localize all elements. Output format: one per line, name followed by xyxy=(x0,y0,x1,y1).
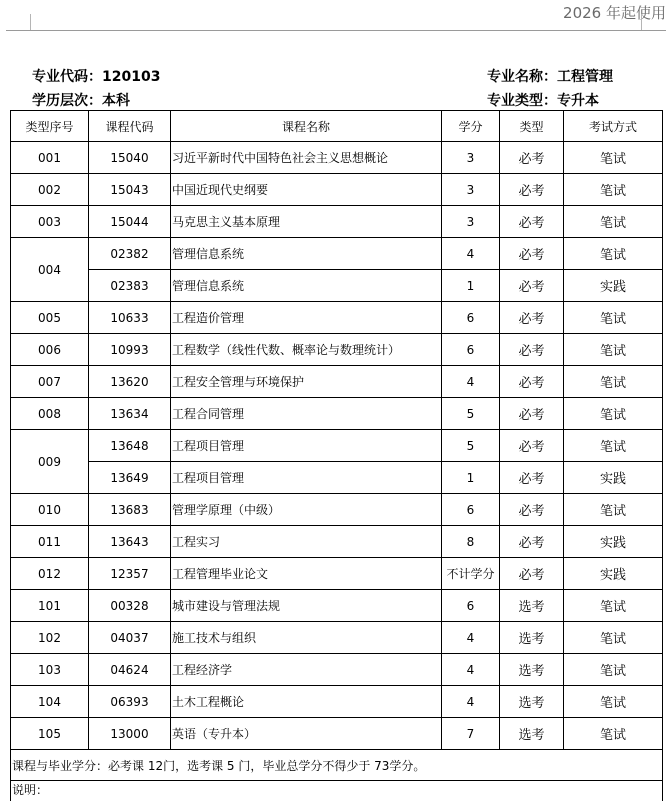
table-row xyxy=(11,654,663,686)
row-type: 必考 xyxy=(500,558,564,590)
row-exam: 笔试 xyxy=(564,398,663,430)
table-row xyxy=(11,398,663,430)
row-name: 管理信息系统 xyxy=(171,270,442,302)
row-credit: 8 xyxy=(442,526,500,558)
row-type: 选考 xyxy=(500,654,564,686)
header-name: 课程名称 xyxy=(171,111,442,142)
row-exam: 笔试 xyxy=(564,590,663,622)
table-row xyxy=(11,174,663,206)
row-exam: 实践 xyxy=(564,462,663,494)
table-row xyxy=(11,142,663,174)
table-row xyxy=(11,494,663,526)
row-exam: 笔试 xyxy=(564,686,663,718)
row-type: 必考 xyxy=(500,238,564,270)
row-name: 土木工程概论 xyxy=(171,686,442,718)
row-name: 工程合同管理 xyxy=(171,398,442,430)
row-type: 选考 xyxy=(500,686,564,718)
row-code: 10633 xyxy=(89,302,171,334)
table-row xyxy=(11,558,663,590)
course-table xyxy=(10,110,663,801)
row-credit: 3 xyxy=(442,142,500,174)
row-credit: 1 xyxy=(442,462,500,494)
table-row xyxy=(11,718,663,750)
row-type: 必考 xyxy=(500,398,564,430)
row-type: 必考 xyxy=(500,494,564,526)
row-exam: 笔试 xyxy=(564,142,663,174)
row-type: 必考 xyxy=(500,430,564,462)
table-row xyxy=(11,238,663,270)
row-seq: 003 xyxy=(11,206,89,238)
row-name: 英语（专升本） xyxy=(171,718,442,750)
major-type: 专业类型：专升本 xyxy=(487,90,599,110)
major-code: 专业代码：120103 xyxy=(32,66,160,86)
table-row xyxy=(11,270,663,302)
summary-row xyxy=(11,750,663,781)
row-type: 选考 xyxy=(500,622,564,654)
row-code: 00328 xyxy=(89,590,171,622)
header-code: 课程代码 xyxy=(89,111,171,142)
row-name: 工程项目管理 xyxy=(171,430,442,462)
row-seq: 001 xyxy=(11,142,89,174)
row-seq: 011 xyxy=(11,526,89,558)
page-corner-mark-right xyxy=(633,14,642,31)
row-seq: 101 xyxy=(11,590,89,622)
table-row xyxy=(11,206,663,238)
row-seq: 005 xyxy=(11,302,89,334)
row-exam: 实践 xyxy=(564,558,663,590)
row-code: 15040 xyxy=(89,142,171,174)
row-type: 必考 xyxy=(500,206,564,238)
row-seq: 012 xyxy=(11,558,89,590)
table-row xyxy=(11,462,663,494)
row-seq: 002 xyxy=(11,174,89,206)
row-code: 13683 xyxy=(89,494,171,526)
row-credit: 6 xyxy=(442,302,500,334)
row-exam: 笔试 xyxy=(564,302,663,334)
note-row xyxy=(11,781,663,801)
row-name: 工程实习 xyxy=(171,526,442,558)
table-row xyxy=(11,526,663,558)
row-name: 管理学原理（中级） xyxy=(171,494,442,526)
row-credit: 4 xyxy=(442,654,500,686)
row-credit: 不计学分 xyxy=(442,558,500,590)
row-name: 习近平新时代中国特色社会主义思想概论 xyxy=(171,142,442,174)
row-credit: 5 xyxy=(442,398,500,430)
row-exam: 笔试 xyxy=(564,430,663,462)
row-seq: 009 xyxy=(11,430,89,494)
credit-summary: 课程与毕业学分：必考课 12门，选考课 5 门，毕业总学分不得少于 73学分。 xyxy=(11,750,663,781)
row-type: 必考 xyxy=(500,270,564,302)
row-code: 15044 xyxy=(89,206,171,238)
row-seq: 105 xyxy=(11,718,89,750)
row-name: 工程数学（线性代数、概率论与数理统计） xyxy=(171,334,442,366)
header-divider xyxy=(6,30,666,31)
row-seq: 007 xyxy=(11,366,89,398)
header-exam: 考试方式 xyxy=(564,111,663,142)
row-name: 工程造价管理 xyxy=(171,302,442,334)
row-seq: 006 xyxy=(11,334,89,366)
row-code: 13634 xyxy=(89,398,171,430)
row-type: 选考 xyxy=(500,590,564,622)
row-type: 必考 xyxy=(500,526,564,558)
row-exam: 笔试 xyxy=(564,622,663,654)
row-exam: 笔试 xyxy=(564,174,663,206)
row-type: 必考 xyxy=(500,142,564,174)
row-seq: 102 xyxy=(11,622,89,654)
row-code: 06393 xyxy=(89,686,171,718)
usage-year-note: 2026 年起使用 xyxy=(563,2,666,23)
row-code: 13000 xyxy=(89,718,171,750)
row-type: 必考 xyxy=(500,302,564,334)
table-row xyxy=(11,334,663,366)
table-row xyxy=(11,686,663,718)
row-credit: 6 xyxy=(442,334,500,366)
row-credit: 4 xyxy=(442,622,500,654)
row-code: 02382 xyxy=(89,238,171,270)
row-code: 13648 xyxy=(89,430,171,462)
row-type: 必考 xyxy=(500,334,564,366)
row-credit: 4 xyxy=(442,686,500,718)
row-seq: 008 xyxy=(11,398,89,430)
row-credit: 4 xyxy=(442,238,500,270)
row-code: 02383 xyxy=(89,270,171,302)
row-name: 工程管理毕业论文 xyxy=(171,558,442,590)
row-name: 工程安全管理与环境保护 xyxy=(171,366,442,398)
education-level: 学历层次：本科 xyxy=(32,90,130,110)
row-code: 04037 xyxy=(89,622,171,654)
row-code: 13620 xyxy=(89,366,171,398)
row-seq: 103 xyxy=(11,654,89,686)
row-seq: 010 xyxy=(11,494,89,526)
table-row xyxy=(11,302,663,334)
row-credit: 4 xyxy=(442,366,500,398)
row-exam: 笔试 xyxy=(564,334,663,366)
row-credit: 7 xyxy=(442,718,500,750)
row-name: 施工技术与组织 xyxy=(171,622,442,654)
row-type: 选考 xyxy=(500,718,564,750)
table-row xyxy=(11,430,663,462)
row-credit: 3 xyxy=(442,206,500,238)
major-name: 专业名称：工程管理 xyxy=(487,66,613,86)
row-exam: 实践 xyxy=(564,526,663,558)
row-type: 必考 xyxy=(500,366,564,398)
row-credit: 6 xyxy=(442,590,500,622)
page-corner-mark-left xyxy=(30,14,39,31)
table-row xyxy=(11,622,663,654)
row-seq: 004 xyxy=(11,238,89,302)
row-name: 工程项目管理 xyxy=(171,462,442,494)
row-exam: 笔试 xyxy=(564,718,663,750)
row-exam: 笔试 xyxy=(564,238,663,270)
row-credit: 1 xyxy=(442,270,500,302)
row-name: 管理信息系统 xyxy=(171,238,442,270)
row-code: 04624 xyxy=(89,654,171,686)
table-row xyxy=(11,590,663,622)
row-exam: 笔试 xyxy=(564,494,663,526)
notes-label: 说明： xyxy=(11,781,663,801)
header-seq: 类型序号 xyxy=(11,111,89,142)
row-type: 必考 xyxy=(500,462,564,494)
row-exam: 笔试 xyxy=(564,654,663,686)
row-name: 马克思主义基本原理 xyxy=(171,206,442,238)
row-code: 12357 xyxy=(89,558,171,590)
row-credit: 6 xyxy=(442,494,500,526)
row-exam: 笔试 xyxy=(564,206,663,238)
row-code: 10993 xyxy=(89,334,171,366)
table-row xyxy=(11,366,663,398)
table-header-row xyxy=(11,111,663,142)
row-type: 必考 xyxy=(500,174,564,206)
row-exam: 实践 xyxy=(564,270,663,302)
row-seq: 104 xyxy=(11,686,89,718)
row-code: 13643 xyxy=(89,526,171,558)
row-name: 工程经济学 xyxy=(171,654,442,686)
row-name: 中国近现代史纲要 xyxy=(171,174,442,206)
row-code: 15043 xyxy=(89,174,171,206)
row-credit: 3 xyxy=(442,174,500,206)
row-credit: 5 xyxy=(442,430,500,462)
header-type: 类型 xyxy=(500,111,564,142)
row-code: 13649 xyxy=(89,462,171,494)
header-credit: 学分 xyxy=(442,111,500,142)
row-exam: 笔试 xyxy=(564,366,663,398)
row-name: 城市建设与管理法规 xyxy=(171,590,442,622)
